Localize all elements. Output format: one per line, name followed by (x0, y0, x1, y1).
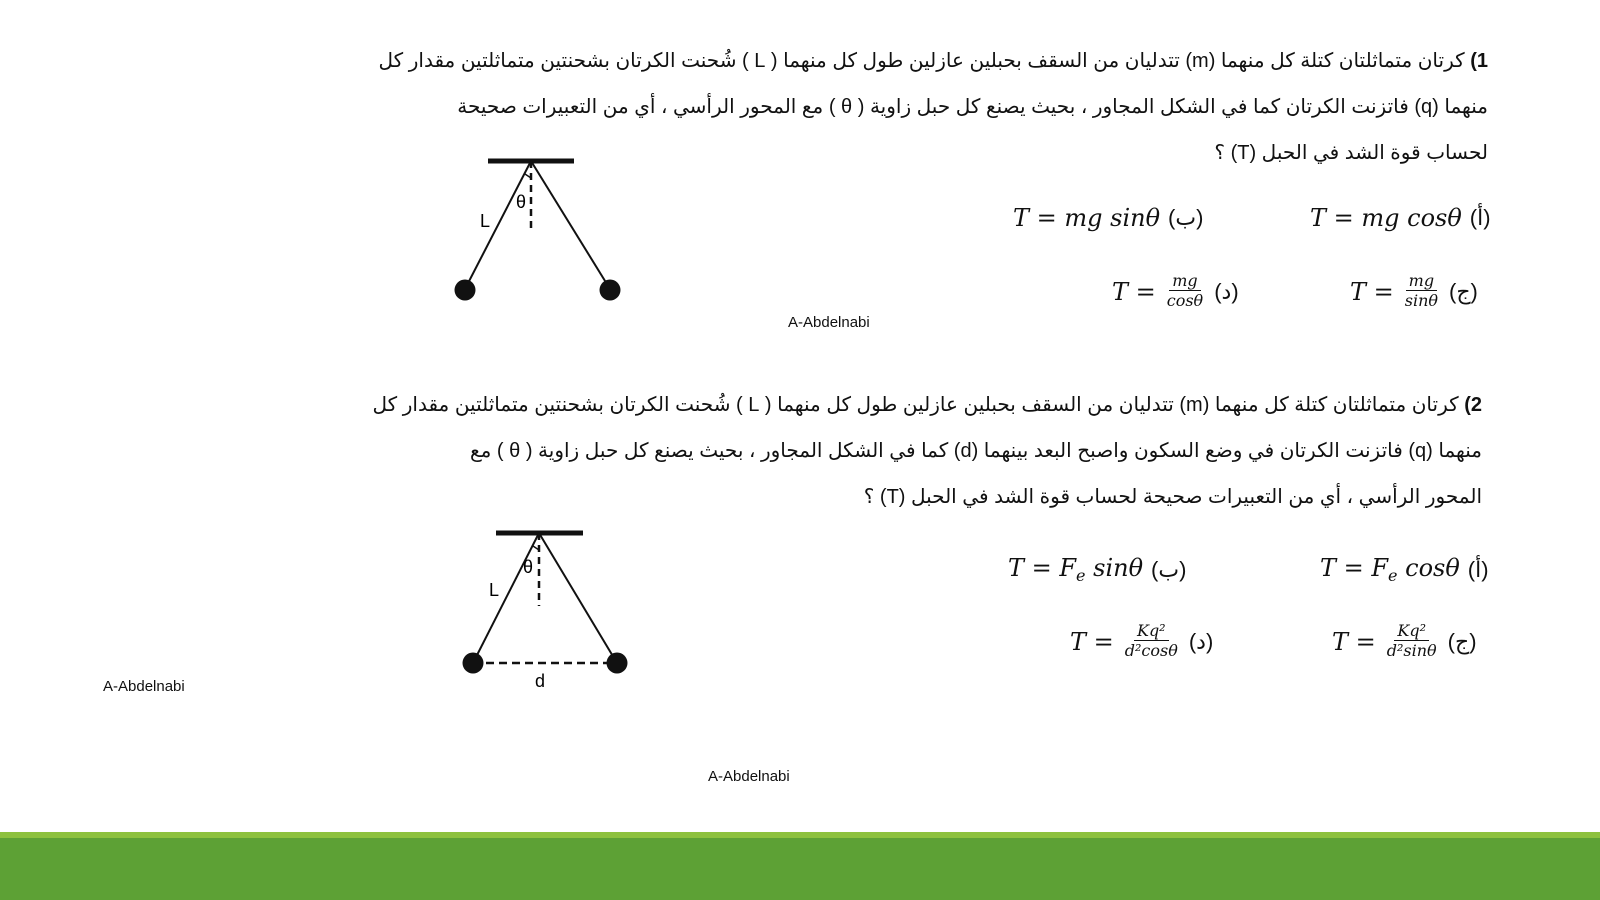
q1-pendulum-diagram (440, 150, 640, 310)
fraction: $\frac{mg}{\cos\theta}$ (1166, 271, 1204, 310)
question-1-line-3: لحساب قوة الشد في الحبل (T) ؟ (1214, 142, 1488, 164)
q2-option-b[interactable]: $T = F_e$ sinθ (ب) (1008, 554, 1187, 585)
question-2-line-1: كرتان متماثلتان كتلة كل منهما (m) تتدليان من السقف بحبلين عازلين طول كل منهما ( L ) شُحنت الكرتان بشحنتين متماثلتين مقدار كل (372, 394, 1459, 416)
q1-option-b[interactable]: T = mg sinθ (ب) (1013, 204, 1204, 232)
question-1-line-2: منهما (q) فاتزنت الكرتان كما في الشكل المجاور ، بحيث يصنع كل حبل زاوية ( θ ) مع المحور الرأسي ، أي من التعبيرات صحيحة (457, 96, 1488, 118)
q1-option-a[interactable]: T = mg cosθ (أ) (1310, 204, 1491, 232)
theta-label: θ (516, 192, 527, 212)
string-left (465, 161, 531, 289)
fraction: $\frac{\text{Kq²}}{\text{d²cosθ}}$ (1124, 621, 1178, 660)
watermark: A-Abdelnabi (788, 314, 870, 331)
watermark: A-Abdelnabi (103, 678, 185, 695)
question-2-number: 2) (1464, 394, 1482, 416)
length-label: L (489, 580, 500, 600)
footer-bar (0, 838, 1600, 900)
ball-left (455, 280, 476, 301)
q2-option-c[interactable]: T = $\frac{\text{Kq²}}{\text{d²sinθ}}$ (ج) (1332, 621, 1477, 660)
string-left (473, 533, 539, 663)
string-right (539, 533, 617, 663)
question-2-line-3: المحور الرأسي ، أي من التعبيرات صحيحة لحساب قوة الشد في الحبل (T) ؟ (863, 486, 1482, 508)
q2-pendulum-diagram (450, 522, 650, 702)
question-1-line-1: كرتان متماثلتان كتلة كل منهما (m) تتدليان من السقف بحبلين عازلين طول كل منهما ( L ) شُحنت الكرتان بشحنتين متماثلتين مقدار كل (378, 50, 1465, 72)
theta-label: θ (523, 557, 534, 577)
question-2 (360, 388, 1482, 526)
distance-label: d (535, 671, 546, 691)
string-right (531, 161, 610, 289)
ball-right (607, 653, 628, 674)
length-label: L (480, 211, 491, 231)
watermark: A-Abdelnabi (708, 768, 790, 785)
q2-option-a[interactable]: $T = F_e$ cosθ (أ) (1320, 554, 1489, 585)
q1-option-d[interactable]: T = $\frac{mg}{\cos\theta}$ (د) (1112, 271, 1239, 310)
fraction: $\frac{\text{Kq²}}{\text{d²sinθ}}$ (1386, 621, 1437, 660)
q2-option-d[interactable]: T = $\frac{\text{Kq²}}{\text{d²cosθ}}$ (د) (1070, 621, 1214, 660)
q1-option-c[interactable]: T = $\frac{mg}{\sin\theta}$ (ج) (1350, 271, 1478, 310)
question-2-line-2: منهما (q) فاتزنت الكرتان في وضع السكون واصبح البعد بينهما (d) كما في الشكل المجاور ، بحيث يصنع كل حبل زاوية ( θ ) مع (470, 440, 1482, 462)
fraction: $\frac{mg}{\sin\theta}$ (1404, 271, 1439, 310)
ball-left (463, 653, 484, 674)
ball-right (600, 280, 621, 301)
question-1-number: 1) (1470, 50, 1488, 72)
